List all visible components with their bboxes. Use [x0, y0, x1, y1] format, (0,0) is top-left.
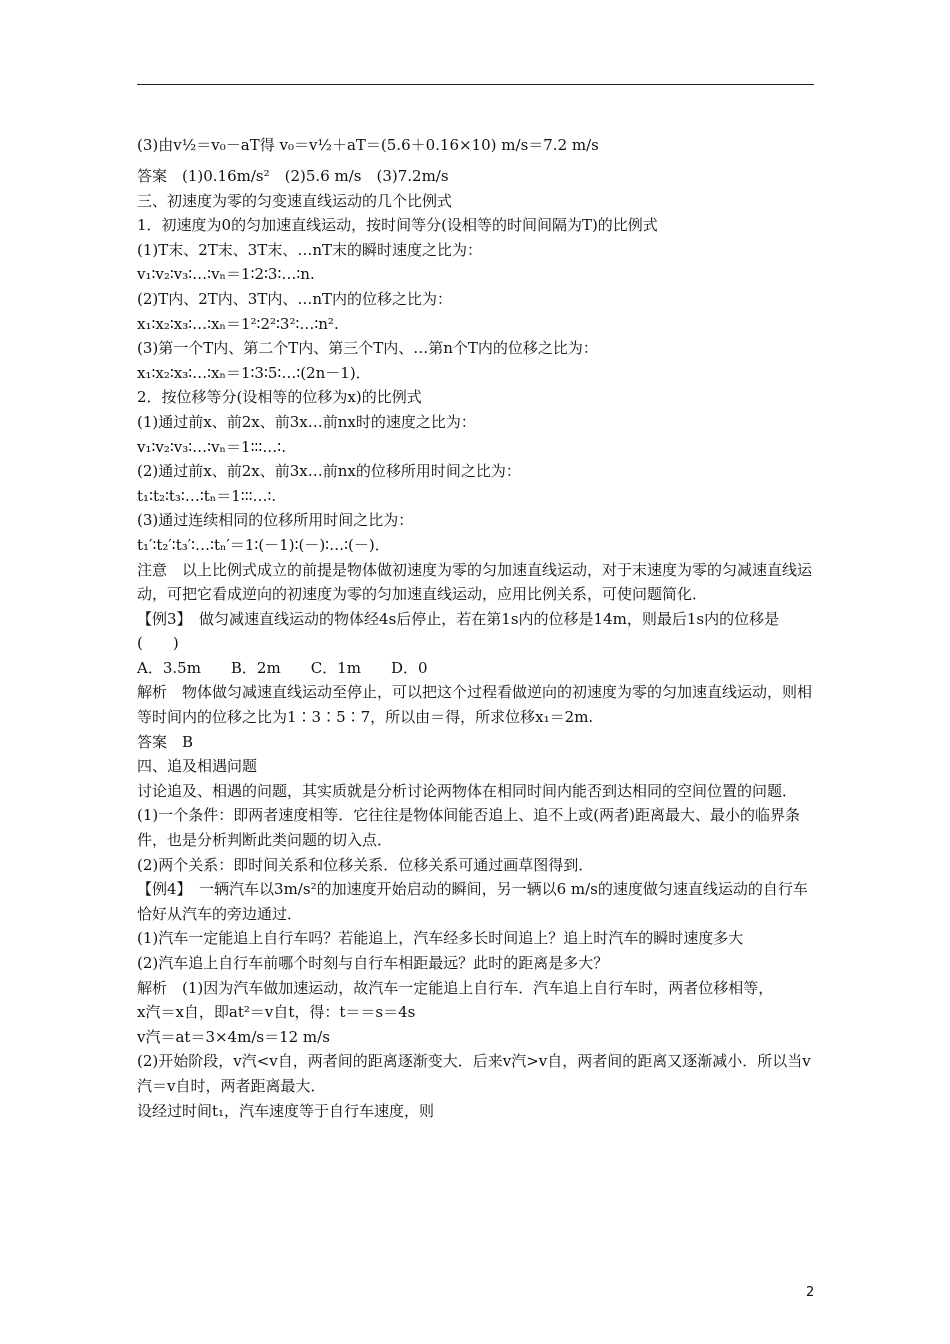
text-line: (3)第一个T内、第二个T内、第三个T内、…第n个T内的位移之比为： [137, 339, 598, 358]
text-paragraph: (1)一个条件：即两者速度相等．它往往是物体间能否追上、追不上或(两者)距离最大、最小的临界条件，也是分析判断此类问题的切入点． [137, 806, 800, 850]
solution-line: 解析 (1)因为汽车做加速运动，故汽车一定能追上自行车．汽车追上自行车时，两者位移相等， [137, 978, 774, 997]
question-part: (2)汽车追上自行车前哪个时刻与自行车相距最远？此时的距离是多大？ [137, 954, 609, 972]
answer-line: 答案 B [137, 732, 194, 751]
text-line: (1)T末、2T末、3T末、…nT末的瞬时速度之比为： [137, 240, 483, 259]
formula-line: v₁∶v₂∶v₃∶…∶vₙ＝1∶∶∶…∶. [137, 437, 286, 456]
example-question: 【例4】 一辆汽车以3m/s²的加速度开始启动的瞬间，另一辆以6 m/s的速度做匀速直线运动的自行车恰好从汽车的旁边通过． [137, 880, 808, 923]
document-body [137, 126, 817, 1123]
note-paragraph: 注意 以上比例式成立的前提是物体做初速度为零的匀加速直线运动，对于末速度为零的匀减速直线运动，可把它看成逆向的初速度为零的匀加速直线运动，应用比例关系，可使问题简化． [137, 560, 813, 604]
text-line: (2)通过前x、前2x、前3x…前nx的位移所用时间之比为： [137, 462, 521, 481]
formula-line: x₁∶x₂∶x₃∶…∶xₙ＝1²∶2²∶3²∶…∶n². [137, 314, 339, 333]
text-line: 1．初速度为0的匀加速直线运动，按时间等分(设相等的时间间隔为T)的比例式 [137, 216, 658, 235]
formula-line: x₁∶x₂∶x₃∶…∶xₙ＝1∶3∶5∶…∶(2n－1)． [137, 363, 371, 382]
formula-line: t₁′∶t₂′∶t₃′∶…∶tₙ′＝1∶(－1)∶(－)∶…∶(－)． [137, 535, 390, 554]
question-part: (1)汽车一定能追上自行车吗？若能追上，汽车经多长时间追上？追上时汽车的瞬时速度多大 [137, 929, 744, 948]
section-heading: 三、初速度为零的匀变速直线运动的几个比例式 [137, 191, 453, 210]
text-line: 设经过时间t₁，汽车速度等于自行车速度，则 [137, 1101, 435, 1120]
solution-paragraph: 解析 物体做匀减速直线运动至停止，可以把这个过程看做逆向的初速度为零的匀加速直线运动，则相等时间内的位移之比为1∶3∶5∶7，所以由＝得，所求位移x₁＝2m. [137, 683, 813, 727]
example-question: 【例3】 做匀减速直线运动的物体经4s后停止，若在第1s内的位移是14m，则最后1s内的位移是( ) [137, 609, 780, 653]
text-line: 2．按位移等分(设相等的位移为x)的比例式 [137, 388, 422, 407]
formula-line: x汽＝x自，即at²＝v自t，得：t＝＝s＝4s [137, 1003, 416, 1022]
text-line: 答案 (1)0.16m/s² (2)5.6 m/s (3)7.2m/s [137, 167, 449, 185]
text-paragraph: 讨论追及、相遇的问题，其实质就是分析讨论两物体在相同时间内能否到达相同的空间位置的问题． [137, 781, 798, 800]
text-line: (2)两个关系：即时间关系和位移关系．位移关系可通过画草图得到． [137, 855, 594, 874]
header-rule [137, 84, 814, 85]
formula-line: v汽＝at＝3×4m/s＝12 m/s [137, 1027, 330, 1046]
formula-line: t₁∶t₂∶t₃∶…∶tₙ＝1∶∶∶…∶. [137, 486, 277, 505]
page-number: 2 [806, 1285, 815, 1300]
text-line: (1)通过前x、前2x、前3x…前nx时的速度之比为： [137, 412, 476, 431]
section-heading: 四、追及相遇问题 [137, 757, 258, 776]
text-line: (3)通过连续相同的位移所用时间之比为： [137, 511, 414, 530]
answer-options: A．3.5m B．2m C．1m D．0 [137, 658, 428, 677]
text-line: (2)T内、2T内、3T内、…nT内的位移之比为： [137, 289, 453, 308]
solution-paragraph: (2)开始阶段，v汽<v自，两者间的距离逐渐变大．后来v汽>v自，两者间的距离又逐渐减小．所以当v汽＝v自时，两者距离最大． [137, 1052, 811, 1095]
formula-line: v₁∶v₂∶v₃∶…∶vₙ＝1∶2∶3∶…∶n. [137, 265, 315, 284]
text-line: (3)由v½＝v₀－aT得 v₀＝v½＋aT＝(5.6＋0.16×10) m/s＝7.2 m/s [137, 136, 599, 154]
